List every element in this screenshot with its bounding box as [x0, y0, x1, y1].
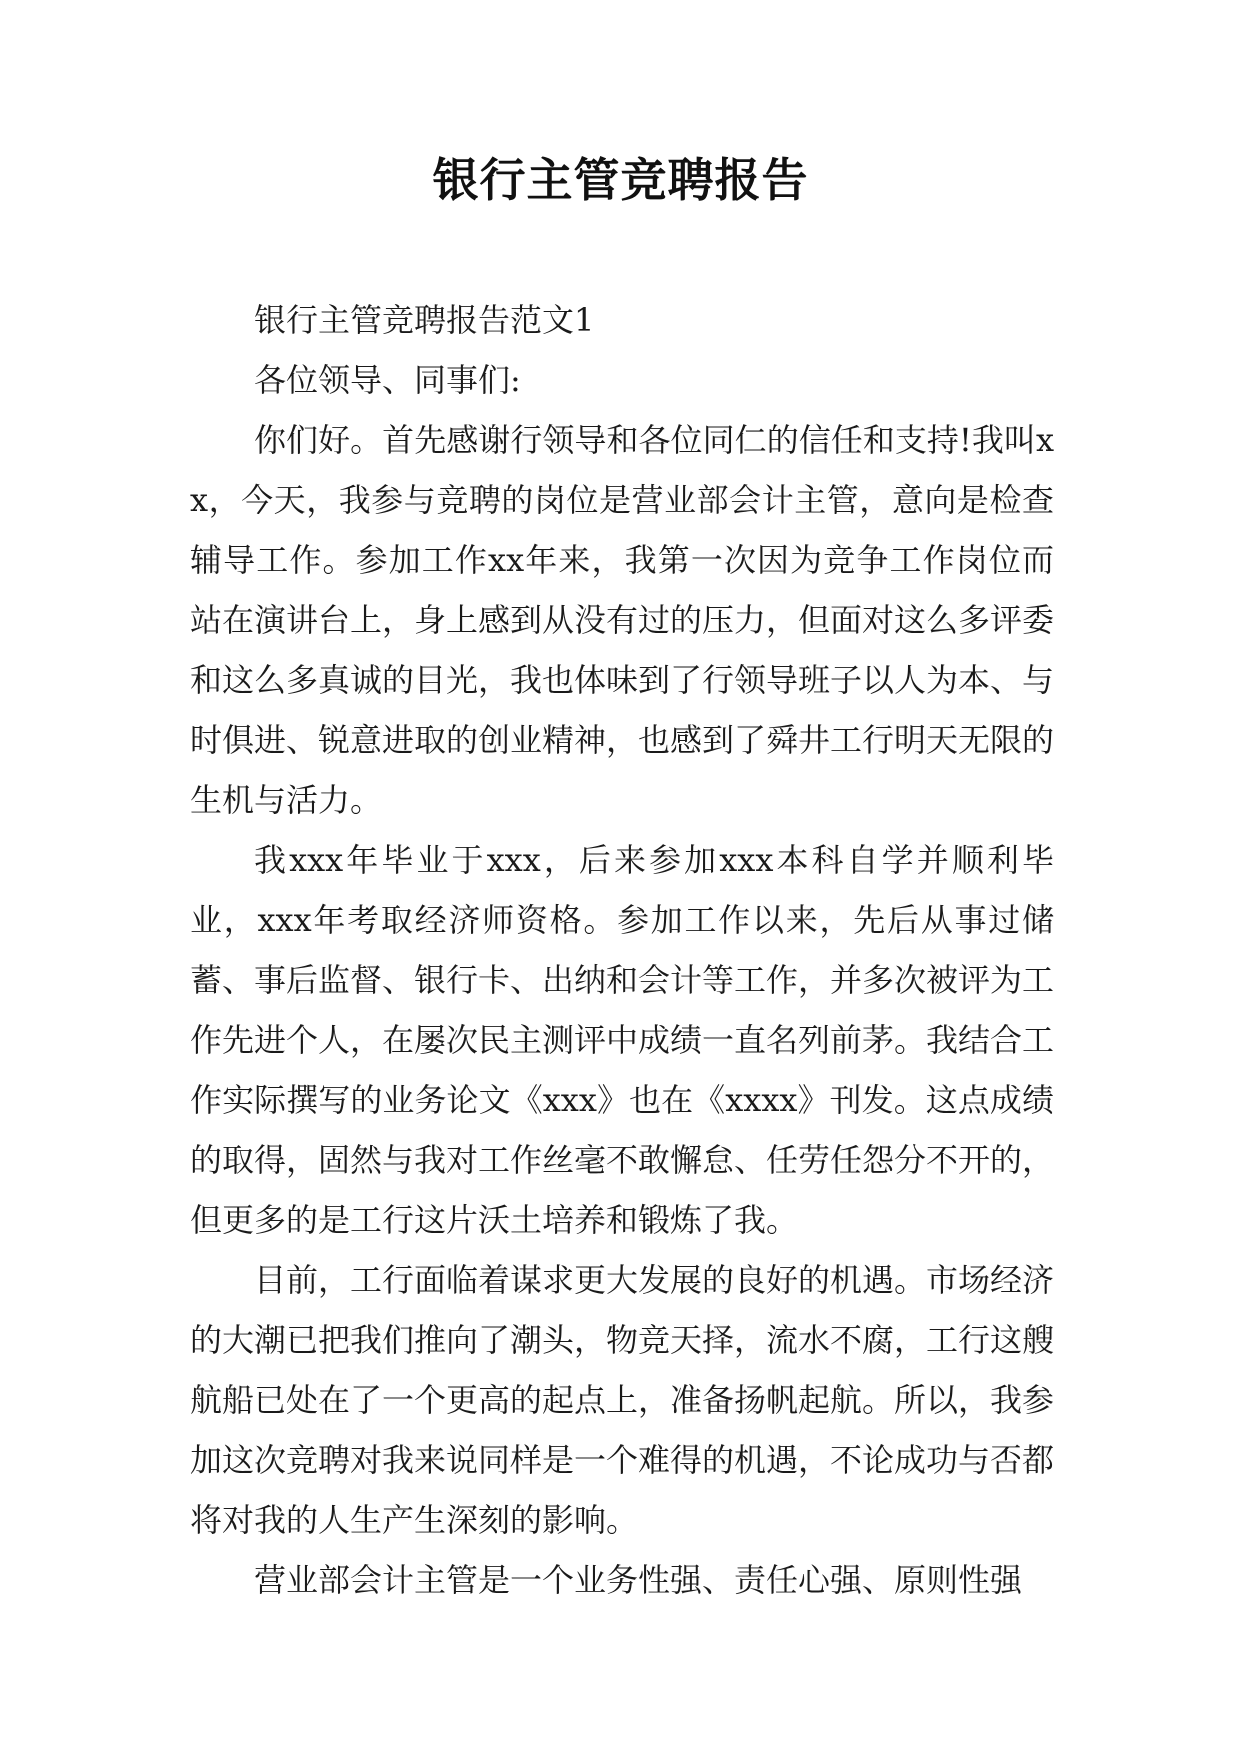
- document-title: 银行主管竞聘报告: [432, 153, 809, 207]
- body-paragraph: 目前，工行面临着谋求更大发展的良好的机遇。市场经济的大潮已把我们推向了潮头，物竞天择，流水不腐，工行这艘航船已处在了一个更高的起点上，准备扬帆起航。所以，我参加这次竞聘对我来说同样是一个难得的机遇，不论成功与否都将对我的人生产生深刻的影响。: [190, 1261, 1055, 1539]
- body-paragraph: 我xxx年毕业于xxx，后来参加xxx本科自学并顺利毕业，xxx年考取经济师资格。参加工作以来，先后从事过储蓄、事后监督、银行卡、出纳和会计等工作，并多次被评为工作先进个人，在屡次民主测评中成绩一直名列前茅。我结合工作实际撰写的业务论文《xxx》也在《xxxx》刊发。这点成绩的取得，固然与我对工作丝毫不敢懈怠、任劳任怨分不开的，但更多的是工行这片沃土培养和锻炼了我。: [190, 841, 1055, 1239]
- body-paragraph: 你们好。首先感谢行领导和各位同仁的信任和支持!我叫xx，今天，我参与竞聘的岗位是营业部会计主管，意向是检查辅导工作。参加工作xx年来，我第一次因为竞争工作岗位而站在演讲台上，身上感到从没有过的压力，但面对这么多评委和这么多真诚的目光，我也体味到了行领导班子以人为本、与时俱进、锐意进取的创业精神，也感到了舜井工行明天无限的生机与活力。: [190, 421, 1055, 819]
- document-body: [190, 290, 1054, 1610]
- salutation-paragraph: 各位领导、同事们:: [254, 361, 521, 399]
- subtitle-paragraph: 银行主管竞聘报告范文1: [254, 301, 595, 339]
- body-paragraph: 营业部会计主管是一个业务性强、责任心强、原则性强: [254, 1561, 1023, 1599]
